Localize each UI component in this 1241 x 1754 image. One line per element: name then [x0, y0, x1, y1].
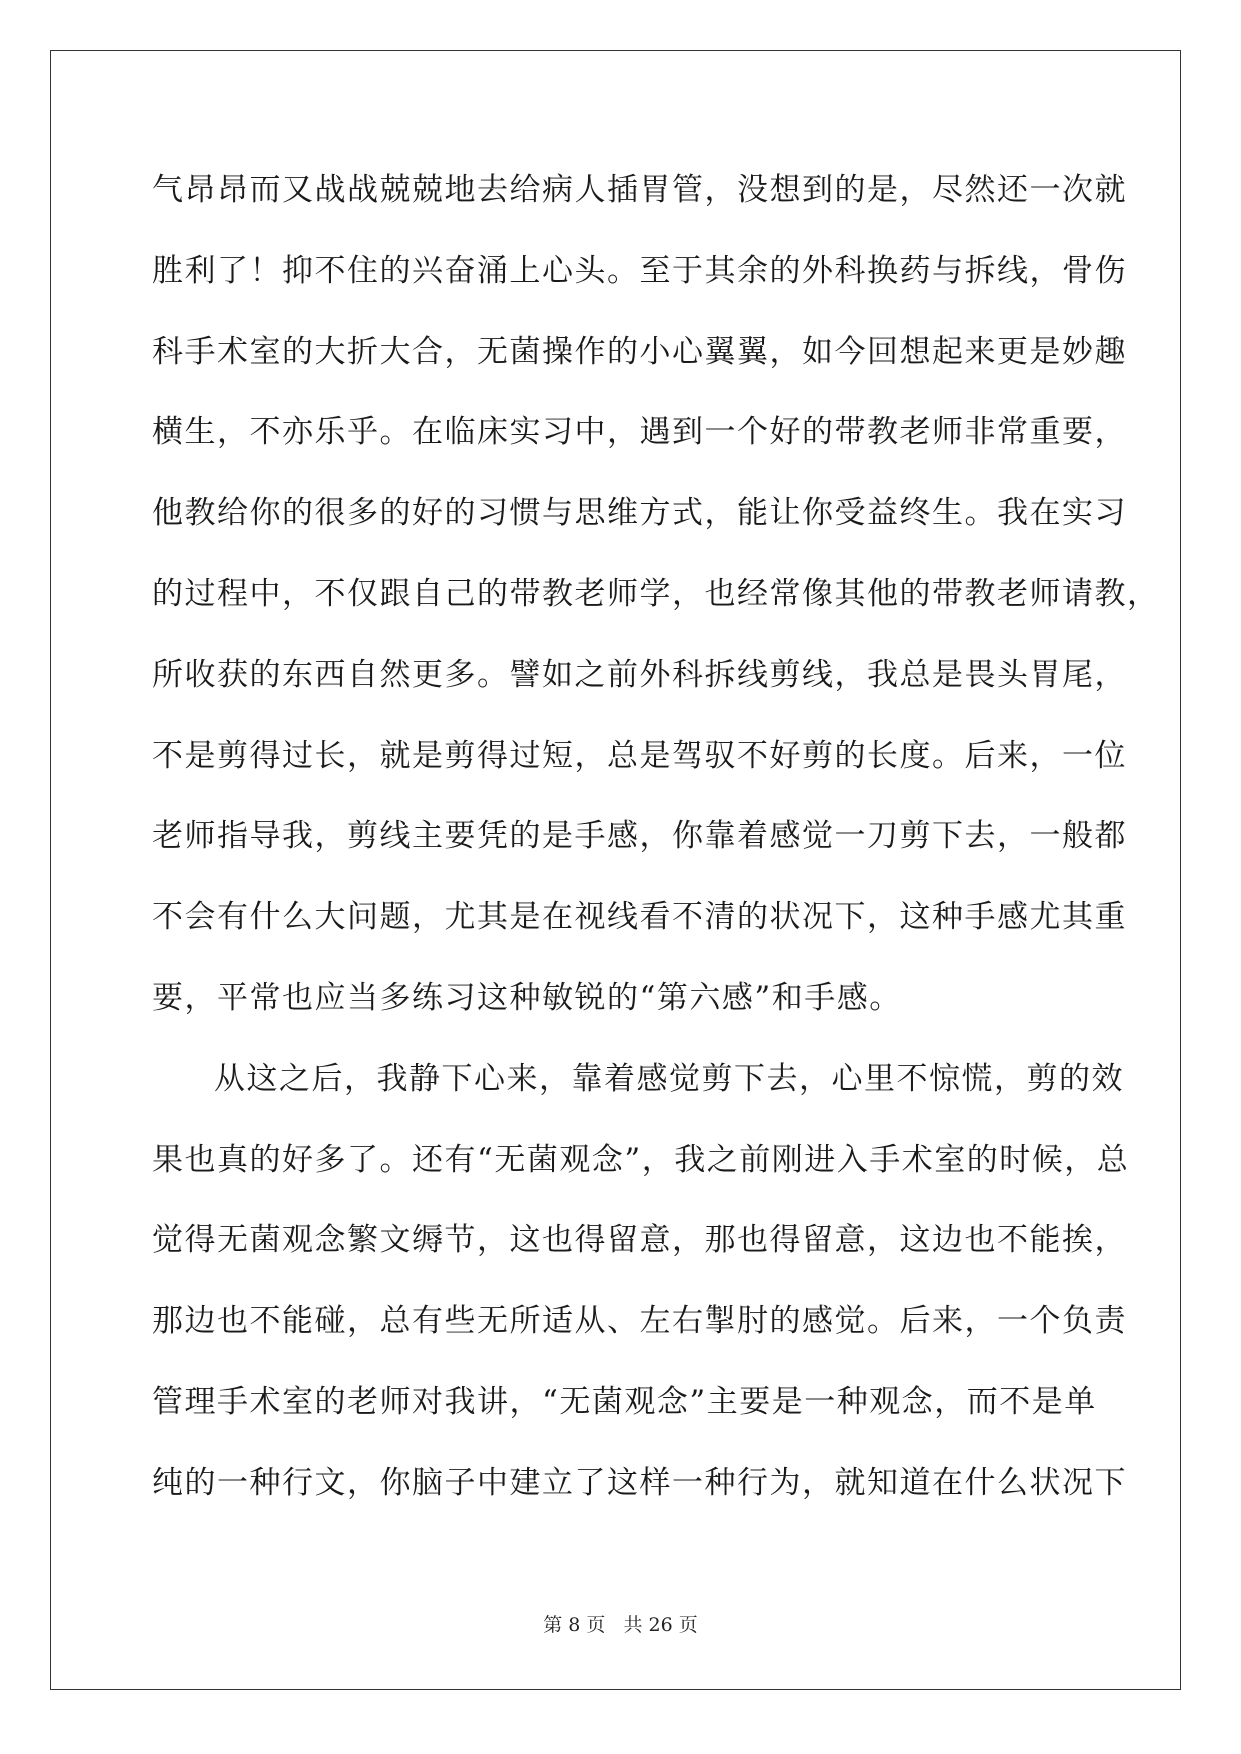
text-line: 横生，不亦乐乎。在临床实习中，遇到一个好的带教老师非常重要， — [152, 414, 1127, 451]
text-line: 所收获的东西自然更多。譬如之前外科拆线剪线，我总是畏头胃尾， — [152, 656, 1127, 693]
text-line: 老师指导我，剪线主要凭的是手感，你靠着感觉一刀剪下去，一般都 — [152, 818, 1127, 855]
page-number: 第 8 页 共 26 页 — [543, 1614, 698, 1636]
document-body — [152, 168, 1160, 1542]
text-line: 他教给你的很多的好的习惯与思维方式，能让你受益终生。我在实习 — [152, 495, 1127, 532]
text-line: 不是剪得过长，就是剪得过短，总是驾驭不好剪的长度。后来，一位 — [152, 737, 1127, 774]
text-line: 的过程中，不仅跟自己的带教老师学，也经常像其他的带教老师请教， — [152, 575, 1160, 612]
text-line: 要，平常也应当多练习这种敏锐的“第六感”和手感。 — [152, 979, 902, 1016]
text-line: 胜利了！抑不住的兴奋涌上心头。至于其余的外科换药与拆线，骨伤 — [152, 252, 1127, 289]
text-line: 觉得无菌观念繁文缛节，这也得留意，那也得留意，这边也不能挨， — [152, 1222, 1127, 1259]
text-line: 管理手术室的老师对我讲，“无菌观念”主要是一种观念，而不是单 — [152, 1383, 1097, 1420]
text-line: 不会有什么大问题，尤其是在视线看不清的状况下，这种手感尤其重 — [152, 899, 1127, 936]
text-line: 果也真的好多了。还有“无菌观念”，我之前刚进入手术室的时候，总 — [152, 1141, 1130, 1178]
text-line: 纯的一种行文，你脑子中建立了这样一种行为，就知道在什么状况下 — [152, 1464, 1127, 1501]
text-line: 科手术室的大折大合，无菌操作的小心翼翼，如今回想起来更是妙趣 — [152, 333, 1127, 370]
text-line: 那边也不能碰，总有些无所适从、左右掣肘的感觉。后来，一个负责 — [152, 1303, 1127, 1340]
text-line: 气昂昂而又战战兢兢地去给病人插胃管，没想到的是，尽然还一次就 — [152, 172, 1127, 208]
paragraph-first-line: 从这之后，我静下心来，靠着感觉剪下去，心里不惊慌，剪的效 — [214, 1060, 1124, 1097]
